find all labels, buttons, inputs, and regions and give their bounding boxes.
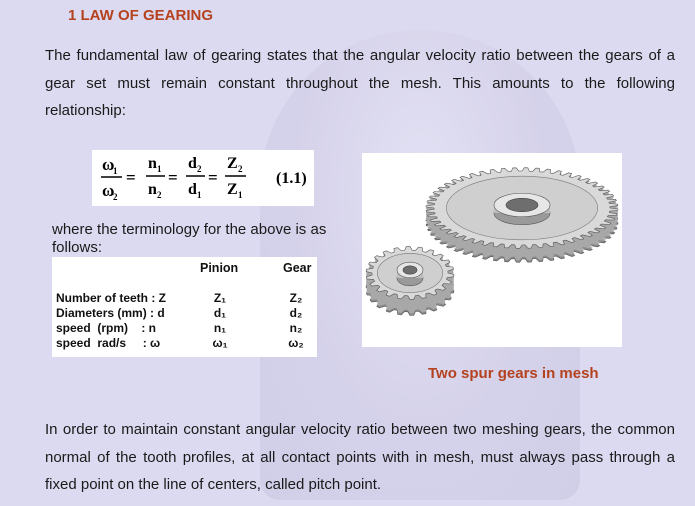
pinion-value: ω₁ (212, 336, 228, 350)
header-pinion: Pinion (200, 261, 239, 275)
header-gear: Gear (283, 261, 312, 275)
section-heading: 1 LAW OF GEARING (68, 7, 214, 24)
eq-d2: d (188, 155, 197, 172)
spur-gears-illustration (362, 153, 622, 347)
pinion-value: d₁ (213, 306, 227, 320)
eq-n1: n (148, 155, 157, 172)
eq-z1: Z (227, 181, 238, 198)
row-label: Diameters (mm) : d (56, 306, 165, 320)
svg-text:1: 1 (238, 190, 243, 200)
terminology-intro: where the terminology for the above is as follows: (52, 221, 327, 256)
table-row (52, 321, 317, 336)
gear-value: d₂ (289, 306, 303, 320)
pinion-gear (366, 247, 454, 316)
large-gear (426, 168, 618, 263)
pinion-value: n₁ (213, 321, 227, 335)
pinion-value: Z₁ (213, 291, 227, 305)
gear-value: Z₂ (289, 291, 303, 305)
terminology-table (52, 257, 317, 357)
svg-text:2: 2 (157, 190, 162, 200)
row-label: Number of teeth : Z (56, 291, 166, 305)
svg-text:2: 2 (197, 164, 202, 174)
svg-text:1: 1 (157, 164, 162, 174)
row-label: speed (rpm) : n (56, 321, 157, 335)
eq-equals: = (126, 168, 136, 187)
gear-value: ω₂ (288, 336, 304, 350)
figure-caption: Two spur gears in mesh (428, 365, 599, 382)
eq-equals: = (168, 168, 178, 187)
eq-z2: Z (227, 155, 238, 172)
svg-text:1: 1 (197, 190, 202, 200)
closing-paragraph: In order to maintain constant angular velocity ratio between two meshing gears, the common normal of the tooth profiles, at all contact points with in mesh, must always pass through a fixed point on the line of centers, called pitch point. (45, 421, 675, 493)
eq-equals: = (208, 168, 218, 187)
eq-n2: n (148, 181, 157, 198)
table-row (52, 336, 317, 351)
gear-value: n₂ (289, 321, 303, 335)
equation-number: (1.1) (276, 170, 307, 187)
table-row (52, 291, 317, 306)
eq-w2: ω (102, 181, 115, 200)
intro-paragraph: The fundamental law of gearing states that the angular velocity ratio between the gears of a gear set must remain constant throughout the mesh. This amounts to the following relationship: (45, 47, 675, 119)
table-row (52, 306, 317, 321)
gear-ratio-equation (92, 150, 314, 206)
row-label: speed rad/s : ω (56, 336, 161, 350)
svg-text:1: 1 (113, 166, 118, 176)
eq-d1: d (188, 181, 197, 198)
eq-w1: ω (102, 155, 115, 174)
svg-text:2: 2 (238, 164, 243, 174)
svg-text:2: 2 (113, 192, 118, 202)
